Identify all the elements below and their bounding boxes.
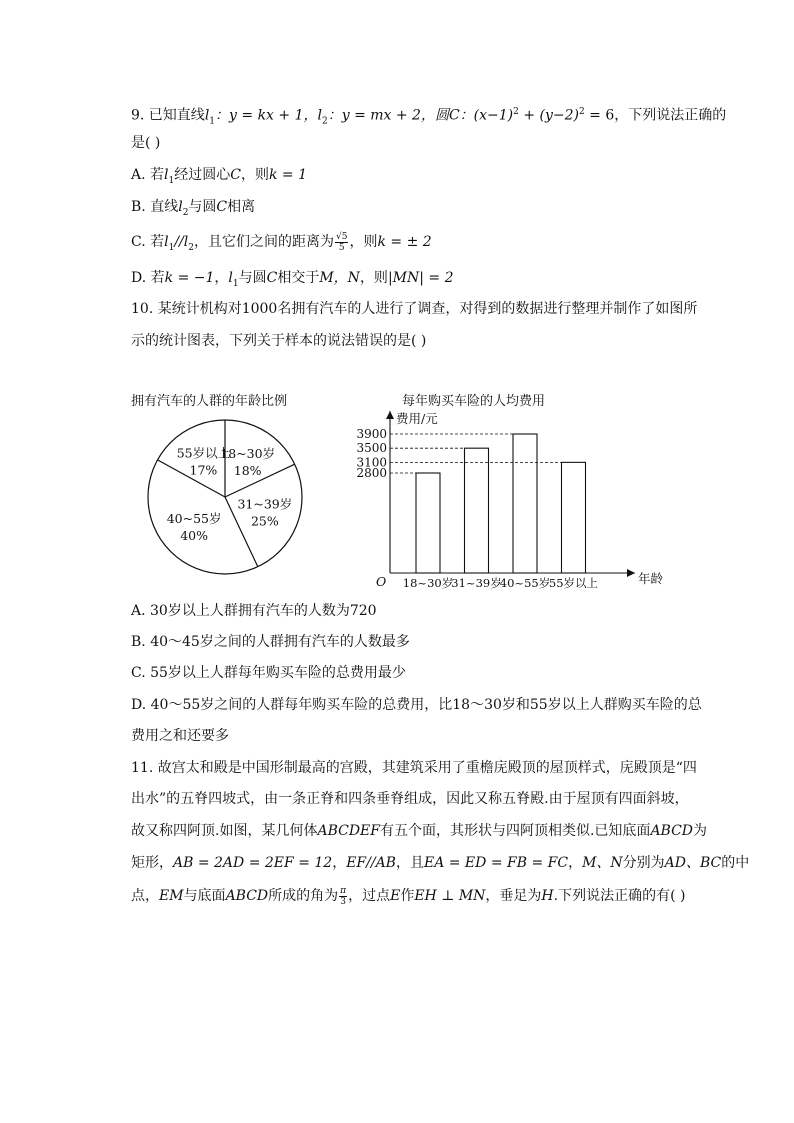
x-tick-label: 40~55岁	[499, 576, 551, 590]
q10-option-a: A. 30岁以上人群拥有汽车的人数为720	[131, 603, 377, 619]
q10-stem-line2: 示的统计图表，下列关于样本的说法错误的是( )	[131, 333, 427, 349]
q9-d-math1: k = −1	[164, 270, 215, 286]
q10-option-d-line1: D. 40～55岁之间的人群每年购买车险的总费用，比18～30岁和55岁以上人群购买车险的总	[131, 697, 702, 713]
q11-l4-m2: EF//AB	[346, 855, 396, 871]
pie-slice-label: 40%	[180, 527, 209, 543]
q11-l4-b: ，	[332, 855, 347, 871]
y-axis-label: 费用/元	[396, 411, 438, 426]
q11-l5-m4: EH ⊥ MN	[414, 888, 486, 904]
q11-angle-fraction	[339, 886, 347, 907]
q9-c-l2: l	[183, 234, 189, 250]
q9-c-math: k = ± 2	[377, 234, 432, 250]
origin-label: O	[376, 574, 387, 589]
q9-circle: C：(x−1)	[448, 107, 514, 124]
pie-slice-label: 25%	[250, 513, 279, 529]
q9-a-math: k = 1	[268, 167, 307, 183]
q9-sq1: 2	[513, 107, 519, 117]
q11-l5-f: ，垂足为	[485, 888, 542, 904]
pie-slice-category: 40~55岁	[166, 510, 222, 526]
q9-d-math2: |MN| = 2	[387, 270, 454, 286]
q9-d-mn: M，N	[319, 270, 360, 286]
pie-slice-category: 55岁以上	[176, 445, 231, 461]
pie-chart	[140, 412, 310, 582]
q9-d-prefix: D. 若	[131, 270, 165, 286]
q9-option-b	[131, 197, 255, 223]
q11-l5-den: 3	[340, 896, 346, 907]
q9-c-prefix: C. 若	[131, 234, 165, 250]
q11-l5-num: π	[340, 885, 347, 896]
q9-a-sub: 1	[168, 175, 175, 186]
q9-c-num: √5	[336, 231, 348, 242]
q11-l4-a: 矩形，	[131, 855, 173, 871]
bar	[416, 473, 440, 573]
q11-line1: 11. 故宫太和殿是中国形制最高的宫殿，其建筑采用了重檐庑殿顶的屋顶样式，庑殿顶是“四	[131, 760, 697, 776]
q9-c-den: 5	[338, 242, 345, 253]
q9-option-c	[131, 230, 432, 260]
q9-stem-end: = 6，下列说法正确的	[584, 107, 727, 124]
q11-l4-f: 的中	[721, 855, 750, 871]
q11-l5-m5: H	[541, 888, 554, 904]
bar	[562, 462, 586, 573]
q11-l5-a: 点，	[131, 888, 159, 904]
q9-l2: l	[317, 107, 322, 124]
q9-stem-line2: 是( )	[131, 135, 161, 151]
x-tick-label: 55岁以上	[548, 576, 599, 590]
q9-d-tail: ，则	[359, 270, 388, 286]
q9-option-d	[131, 268, 454, 294]
y-tick-label: 2800	[356, 466, 387, 480]
q11-l4-m1: AB = 2AD = 2EF = 12	[173, 855, 333, 871]
q9-c-tail: ，则	[349, 234, 378, 250]
q11-line3	[131, 821, 707, 841]
x-axis-label: 年龄	[638, 571, 664, 586]
q11-l4-d: ，	[568, 855, 583, 871]
q11-l5-m3: E	[390, 888, 401, 904]
q9-d-mid: ，	[214, 270, 229, 286]
y-tick-label: 3500	[356, 441, 387, 456]
q11-l3-c: 为	[693, 823, 708, 839]
bar	[513, 434, 537, 573]
bar	[465, 448, 489, 573]
bar-chart	[350, 405, 664, 590]
q9-l1-sub: 1	[209, 116, 216, 127]
q9-plus: + (y−2)	[518, 107, 579, 124]
q9-b-text: 与圆	[188, 199, 217, 215]
q9-b-tail: 相离	[227, 199, 256, 215]
q11-l5-c: 所成的角为	[268, 888, 339, 904]
q9-c-sub2: 2	[188, 242, 194, 253]
q9-stem-line1	[131, 102, 726, 131]
q10-option-d-line2: 费用之和还要多	[131, 728, 229, 744]
pie-chart-title: 拥有汽车的人群的年龄比例	[131, 394, 288, 409]
q9-a-l: l	[164, 167, 169, 183]
q9-c-l1: l	[164, 234, 169, 250]
q9-l1-eq: ：y = kx + 1，	[215, 107, 318, 124]
q11-l5-g: .下列说法正确的有( )	[553, 888, 686, 904]
q9-c-sub1: 1	[168, 242, 175, 253]
pie-slice-label: 17%	[189, 462, 218, 478]
q11-l4-c: ，且	[395, 855, 424, 871]
q9-c-fraction	[335, 232, 348, 253]
q11-line2: 出水”的五脊四坡式，由一条正脊和四条垂脊组成，因此又称五脊殿.由于屋顶有四面斜坡，	[131, 791, 689, 807]
q9-sq2: 2	[578, 107, 585, 117]
q9-b-c: C	[216, 199, 228, 215]
x-tick-label: 18~30岁	[402, 576, 454, 590]
y-axis-arrow	[386, 411, 394, 419]
q11-line5	[131, 884, 685, 908]
q11-l5-e: 作	[400, 888, 415, 904]
q11-l4-m4: M、N	[582, 855, 623, 871]
q11-l3-m: ABCDEF	[317, 823, 380, 839]
q11-l4-m3: EA = ED = FB = FC	[423, 855, 569, 871]
y-tick-label: 3900	[356, 427, 387, 441]
q11-l3-m2: ABCD	[650, 823, 694, 839]
q9-a-c: C	[230, 167, 241, 183]
q9-b-sub: 2	[182, 207, 189, 218]
q11-l4-e: 分别为	[622, 855, 665, 871]
q9-c-parallel: //	[174, 234, 184, 250]
q10-option-b: B. 40～45岁之间的人群拥有汽车的人数最多	[131, 634, 410, 650]
q11-line4	[131, 853, 749, 873]
q9-a-text: 经过圆心	[174, 167, 231, 183]
q11-l3-a: 故又称四阿顶.如图，某几何体	[131, 823, 318, 839]
q9-l2-sub: 2	[321, 116, 328, 127]
q9-d-text: 与圆	[238, 270, 267, 286]
q11-l5-m2: ABCD	[225, 888, 269, 904]
q10-stem-line1: 10. 某统计机构对1000名拥有汽车的人进行了调查，对得到的数据进行整理并制作了如图所	[131, 301, 698, 317]
x-axis-arrow	[627, 569, 635, 577]
x-tick-label: 31~39岁	[451, 576, 502, 590]
q9-d-l: l	[228, 270, 233, 286]
q9-d-text2: 相交于	[277, 270, 320, 286]
q10-option-c: C. 55岁以上人群每年购买车险的总费用最少	[131, 665, 406, 681]
pie-slice-category: 31~39岁	[237, 496, 293, 512]
bar-chart-title: 每年购买车险的人均费用	[402, 394, 546, 409]
q9-option-a	[131, 165, 307, 191]
q9-b-l: l	[178, 199, 183, 215]
q9-l2-eq: ：y = mx + 2，圆	[327, 107, 449, 124]
q9-d-c: C	[266, 270, 278, 286]
q11-l5-b: 与底面	[183, 888, 226, 904]
pie-slice-label: 18%	[233, 463, 262, 479]
q11-l4-m5: AD、BC	[664, 855, 722, 871]
q11-l3-b: 有五个面，其形状与四阿顶相类似.已知底面	[379, 823, 651, 839]
q9-c-text: ，且它们之间的距离为	[194, 234, 334, 250]
q9-a-tail: ，则	[240, 167, 269, 183]
q11-l5-d: ，过点	[348, 888, 391, 904]
q9-a-prefix: A. 若	[131, 167, 165, 183]
q9-l1: l	[204, 107, 210, 124]
y-tick-label: 3100	[356, 455, 387, 470]
q9-b-prefix: B. 直线	[131, 199, 179, 215]
q11-l5-m1: EM	[159, 888, 184, 904]
q9-d-sub: 1	[232, 278, 239, 289]
q9-stem-prefix: 9. 已知直线	[131, 107, 205, 124]
pie-slice-category: 18~30岁	[220, 446, 276, 462]
